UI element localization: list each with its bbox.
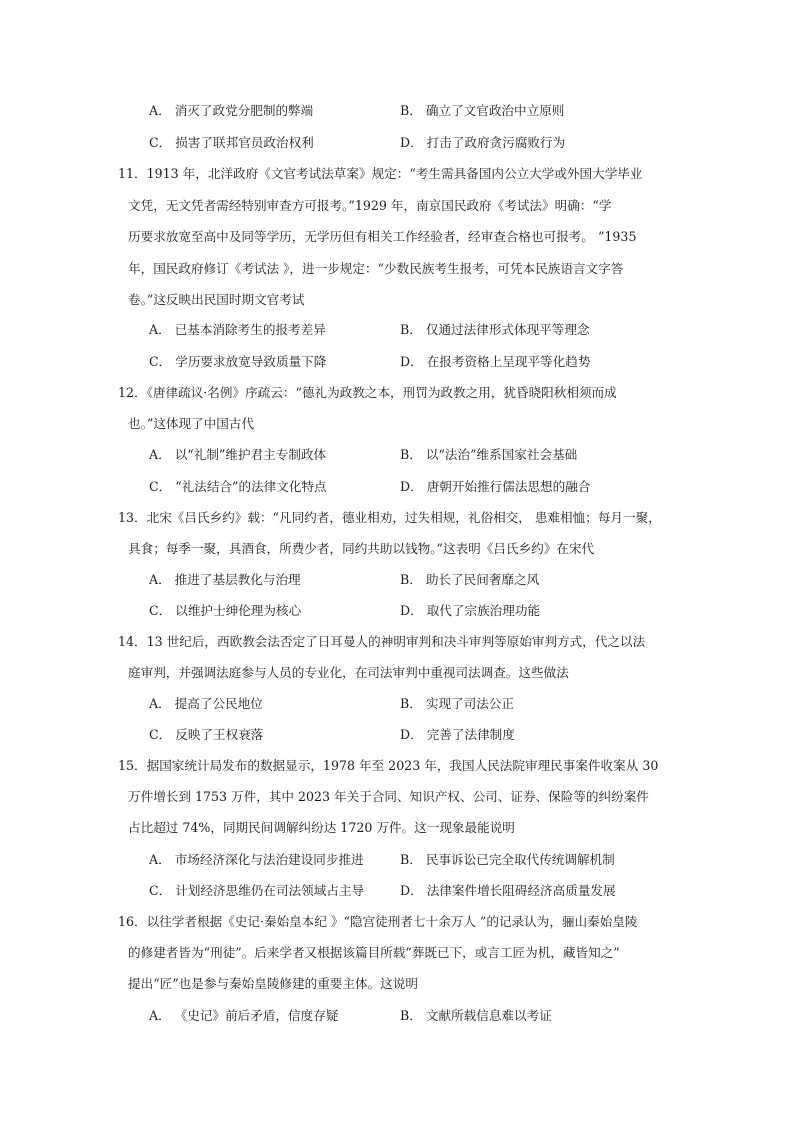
question-13-line: 13．北宋《吕氏乡约》载：“凡同约者，德业相劝，过失相规，礼俗相交， 患难相恤；每月一聚，	[118, 510, 661, 525]
question-15-line: 万件增长到 1753 万件，其中 2023 年关于合同、知识产权、公司、证券、保险等的纠纷案件	[128, 789, 649, 804]
question-15-option-c: C． 计划经济思维仍在司法领域占主导	[149, 883, 365, 898]
option-d: D． 打击了政府贪污腐败行为	[400, 135, 566, 150]
question-11-option-d: D． 在报考资格上呈现平等化趋势	[400, 354, 591, 369]
question-13-option-b: B． 助长了民间奢靡之风	[400, 572, 540, 587]
question-13-option-a: A． 推进了基层教化与治理	[149, 572, 301, 587]
question-11-line: 文凭，无文凭者需经特别审查方可报考。”1929 年，南京国民政府《考试法》明确：“学	[128, 198, 612, 213]
question-16-line: 16．以往学者根据《史记·秦始皇本纪 》“隐宫徒刑者七十余万人 ”的记录认为，骊山秦始皇陵	[118, 914, 638, 929]
question-11-option-c: C． 学历要求放宽导致质量下降	[149, 354, 327, 369]
question-16-line: 提出“匠”也是参与秦始皇陵修建的重要主体。这说明	[128, 976, 418, 991]
question-15-line: 15．据国家统计局发布的数据显示，1978 年至 2023 年，我国人民法院审理民事案件收案从 30	[118, 758, 659, 773]
option-c: C． 损害了联邦官员政治权利	[149, 135, 314, 150]
question-13-line: 具食；每季一聚，具酒食，所费少者，同约共助以钱物。”这表明《吕氏乡约》在宋代	[128, 541, 595, 556]
question-14-option-c: C． 反映了王权衰落	[149, 727, 264, 742]
question-12-line: 也。”这体现了中国古代	[128, 416, 255, 431]
question-15-option-b: B． 民事诉讼已完全取代传统调解机制	[400, 852, 615, 867]
question-13-option-c: C． 以维护士绅伦理为核心	[149, 603, 302, 618]
question-14-line: 14．13 世纪后，西欧教会法否定了日耳曼人的神明审判和决斗审判等原始审判方式，代之以法	[118, 634, 646, 649]
question-11-option-b: B． 仅通过法律形式体现平等理念	[400, 322, 590, 337]
question-12-option-a: A． 以“礼制”维护君主专制政体	[149, 447, 327, 462]
question-12-line: 12．《唐律疏议·名例》序疏云：“德礼为政教之本，刑罚为政教之用，犹昏晓阳秋相须而成	[118, 385, 617, 400]
option-a: A． 消灭了政党分肥制的弊端	[149, 103, 314, 118]
question-14-line: 庭审判，并强调法庭参与人员的专业化，在司法审判中重视司法调查。这些做法	[128, 665, 569, 680]
question-15-option-d: D． 法律案件增长阻碍经济高质量发展	[400, 883, 616, 898]
option-b: B． 确立了文官政治中立原则	[400, 103, 565, 118]
question-11-line: 11．1913 年，北洋政府《文官考试法草案》规定：“考生需具备国内公立大学或外国大学毕业	[118, 166, 643, 181]
question-16-option-a: A． 《史记》前后矛盾，信度存疑	[149, 1008, 339, 1023]
question-11-line: 历要求放宽至高中及同等学历，无学历但有相关工作经验者，经审查合格也可报考。 ”1935	[128, 229, 637, 244]
question-13-option-d: D． 取代了宗族治理功能	[400, 603, 541, 618]
question-16-option-b: B． 文献所载信息难以考证	[400, 1008, 552, 1023]
question-12-option-b: B． 以“法治”维系国家社会基础	[400, 447, 578, 462]
question-15-option-a: A． 市场经济深化与法治建设同步推进	[149, 852, 364, 867]
question-11-line: 年，国民政府修订《考试法 》，进一步规定：“少数民族考生报考，可凭本民族语言文字答	[128, 261, 624, 276]
question-14-option-d: D． 完善了法律制度	[400, 727, 515, 742]
question-16-line: 的修建者皆为“刑徒”。后来学者又根据该篇目所载“葬既已下，或言工匠为机，藏皆知之”	[128, 945, 620, 960]
question-11-line: 卷。”这反映出民国时期文官考试	[128, 292, 305, 307]
question-14-option-a: A． 提高了公民地位	[149, 696, 263, 711]
question-12-option-c: C． “礼法结合”的法律文化特点	[149, 479, 327, 494]
question-12-option-d: D． 唐朝开始推行儒法思想的融合	[400, 479, 591, 494]
question-14-option-b: B． 实现了司法公正	[400, 696, 515, 711]
question-15-line: 占比超过 74%，同期民间调解纠纷达 1720 万件。这一现象最能说明	[128, 820, 515, 835]
question-11-option-a: A． 已基本消除考生的报考差异	[149, 322, 326, 337]
